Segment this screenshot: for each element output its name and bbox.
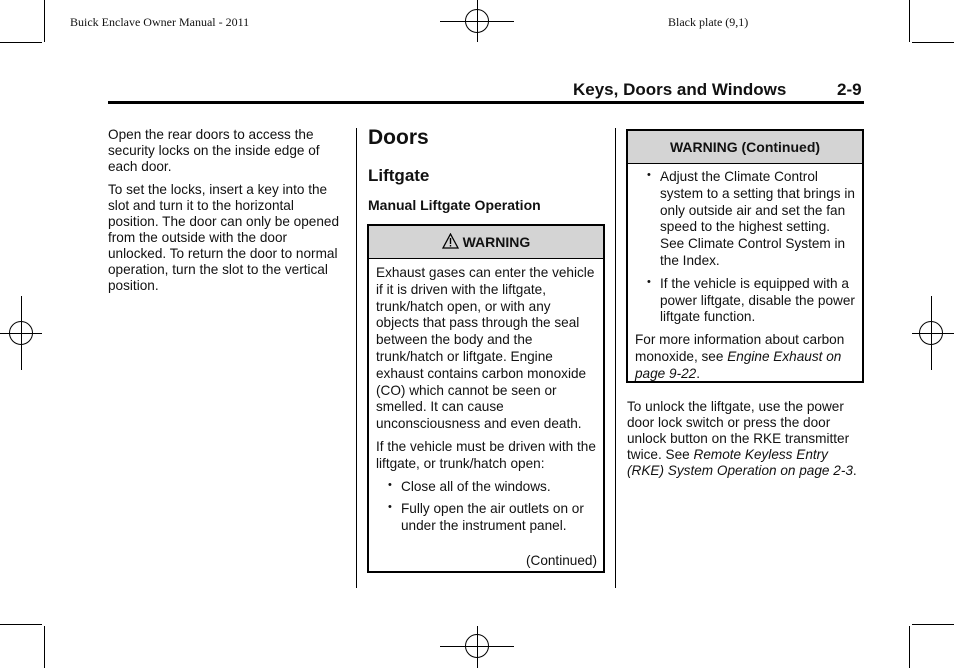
warning-body [369,259,603,535]
crop-mark [44,626,45,668]
list-item: • If the vehicle is equipped with a power liftgate, disable the power liftgate function. [660,276,855,326]
column-3-text [627,399,861,486]
crop-mark [912,624,954,625]
crop-mark [909,626,910,668]
paragraph: To set the locks, insert a key into the slot and turn it to the horizontal position. The door can only be opened from the outside with the door unlocked. To return the door to normal operation, turn the slot to the vertical position. [108,182,340,293]
paragraph: Open the rear doors to access the security locks on the inside edge of each door. [108,127,320,174]
warning-paragraph: Exhaust gases can enter the vehicle if it is driven with the liftgate, trunk/hatch open, or with any objects that pass through the seal between the body and the trunk/hatch or liftgate. Engine exhaust contains carbon monoxide (CO) which cannot be seen or smelled. It can cause unconsciousness and even death. [376,265,595,432]
header-rule [108,101,864,104]
plate-label: Black plate (9,1) [668,15,749,29]
list-item: • Close all of the windows. [401,479,596,496]
warning-continued-box [626,129,864,383]
warning-triangle-icon [442,234,463,250]
warning-continued-header: WARNING (Continued) [628,131,862,164]
warning-continued-body [628,164,862,383]
crop-mark [0,42,42,43]
heading-doors: Doors [368,126,429,149]
crop-mark [912,42,954,43]
warning-paragraph: For more information about carbon monoxide, see Engine Exhaust on page 9-22. [635,332,845,381]
warning-box [367,224,605,573]
heading-liftgate: Liftgate [368,166,430,185]
crop-mark [909,0,910,42]
paragraph: To unlock the liftgate, use the power door lock switch or press the door unlock button on the RKE transmitter twice. See Remote Keyless Entry (RKE) System Operation on page 2-3. [627,399,857,478]
rke-reference: Remote Keyless Entry (RKE) System Operation on page 2-3 [627,447,853,478]
warning-header [369,226,603,259]
column-1 [108,127,346,301]
list-item: • Adjust the Climate Control system to a setting that brings in only outside air and set the fan speed to the highest setting. See Climate Control System in the Index. [660,169,855,270]
crop-mark [44,0,45,42]
continued-label: (Continued) [525,553,597,568]
section-title: Keys, Doors and Windows [573,80,787,99]
column-divider [356,128,357,588]
heading-manual-liftgate-operation: Manual Liftgate Operation [368,197,541,213]
crop-mark [0,624,42,625]
list-item: • Fully open the air outlets on or under the instrument panel. [401,501,596,535]
warning-label: WARNING [462,234,531,250]
warning-paragraph: If the vehicle must be driven with the liftgate, or trunk/hatch open: [376,438,596,471]
page-number: 2-9 [837,80,862,99]
column-divider [615,128,616,588]
manual-title: Buick Enclave Owner Manual - 2011 [70,15,250,29]
engine-exhaust-reference: Engine Exhaust on page 9-22 [635,348,842,381]
